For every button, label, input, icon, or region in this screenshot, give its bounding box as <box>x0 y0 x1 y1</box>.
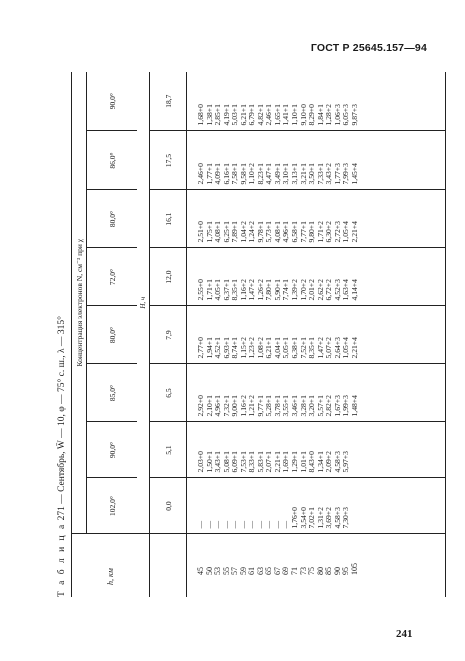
chi-header-cell: 86,0° <box>87 131 138 190</box>
caption-rest: — Сентябрь, W̄ — 10, φ — 75° с. ш., λ — 315° <box>57 316 67 507</box>
hour-header-row <box>150 72 187 597</box>
hour-header-cell: 5,1 <box>150 422 187 478</box>
page-number: 241 <box>396 628 413 640</box>
data-column: 2,46+0 1,77+1 4,09+1 6,16+1 7,58+1 9,58+1 1,10+2 8,23+1 4,47+1 3,49+1 3,10+1 3,13+1 3,21+1 3,50+1 7,33+1 3,43+2 1,77+3 7,99+3 1,45+4 <box>187 131 446 190</box>
hour-header-cell: 12,0 <box>150 248 187 306</box>
heights-column: 45 50 53 55 57 59 61 63 65 67 69 71 73 75 80 85 90 95 105 <box>187 534 446 597</box>
table-caption <box>55 72 69 597</box>
hour-header-cell: 18,7 <box>150 72 187 131</box>
chi-header-cell: 102,0° <box>87 478 138 534</box>
data-column: 1,68+0 1,38+1 2,85+1 4,19+1 5,03+1 6,21+1 6,79+1 4,82+1 2,46+1 1,65+1 1,41+1 1,10+1 9,10+0 8,29+0 1,84+1 1,28+2 1,06+3 6,05+3 9,87+3 <box>187 72 446 131</box>
h-column-header: h, км <box>72 534 150 597</box>
chi-header-cell: 72,0° <box>87 248 138 306</box>
chi-header-cell: 80,0° <box>87 306 138 364</box>
data-column: 2,77+0 1,94+1 4,52+1 6,93+1 8,74+1 1,15+2 1,23+2 1,08+2 6,21+1 4,04+1 5,05+1 6,38+1 7,52+1 8,35+1 1,47+2 5,07+2 2,64+3 1,05+4 2,21+4 <box>187 306 446 364</box>
chi-header-cell: 85,0° <box>87 364 138 422</box>
hour-header-cell: 7,9 <box>150 306 187 364</box>
rotated-table-block <box>55 72 423 597</box>
caption-prefix: Т а б л и ц а <box>57 522 67 597</box>
hour-header-cell: 17,5 <box>150 131 187 190</box>
chi-header-cell: 80,0° <box>87 190 138 248</box>
caption-number: 271 <box>57 506 67 521</box>
data-column: — — — — — — — — — — — 1,76+0 3,54+0 7,02+1 1,31+2 3,69+2 4,58+3 7,30+3 <box>187 478 446 534</box>
hour-unit-label: H, ч <box>137 72 150 534</box>
hour-header-cell: 0,0 <box>150 478 187 534</box>
data-body-row <box>187 72 446 597</box>
data-table <box>71 72 446 597</box>
hour-header-cell: 16,1 <box>150 190 187 248</box>
chi-header-cell: 90,0° <box>87 422 138 478</box>
document-header: ГОСТ Р 25645.157—94 <box>310 42 427 54</box>
data-column: 2,55+0 1,71+1 4,05+1 6,37+1 8,35+1 1,16+2 1,47+2 1,26+2 7,80+1 5,90+1 7,74+1 1,39+2 1,70+2 2,01+2 2,62+2 6,72+2 4,52+3 1,63+4 4,14+4 <box>187 248 446 306</box>
concentration-header: Концентрация электронов N, см⁻³ при χ <box>72 72 87 534</box>
hour-header-cell: 6,5 <box>150 364 187 422</box>
data-column: 2,92+0 2,10+1 4,96+1 7,32+1 9,00+1 1,16+2 1,21+2 9,77+1 5,28+1 3,78+1 3,55+1 3,46+1 3,28+1 3,20+1 5,57+1 2,82+2 1,67+3 1,99+3 1,48+4 <box>187 364 446 422</box>
data-column: 2,03+0 1,50+1 3,43+1 5,08+1 6,09+1 7,53+1 8,33+1 5,83+1 2,07+1 2,21+1 1,69+1 1,29+1 1,01+1 8,43+0 1,34+1 2,09+2 4,58+3 5,97+3 <box>187 422 446 478</box>
chi-header-cell: 90,0° <box>107 93 117 110</box>
chi-header-row <box>87 72 138 597</box>
data-column: 2,51+0 1,75+1 4,08+1 6,25+1 7,89+1 1,04+2 1,24+2 9,78+1 5,73+1 4,08+1 4,96+1 6,58+1 7,77+1 9,80+1 1,71+2 6,30+2 2,72+3 1,05+4 2,21+4 <box>187 190 446 248</box>
